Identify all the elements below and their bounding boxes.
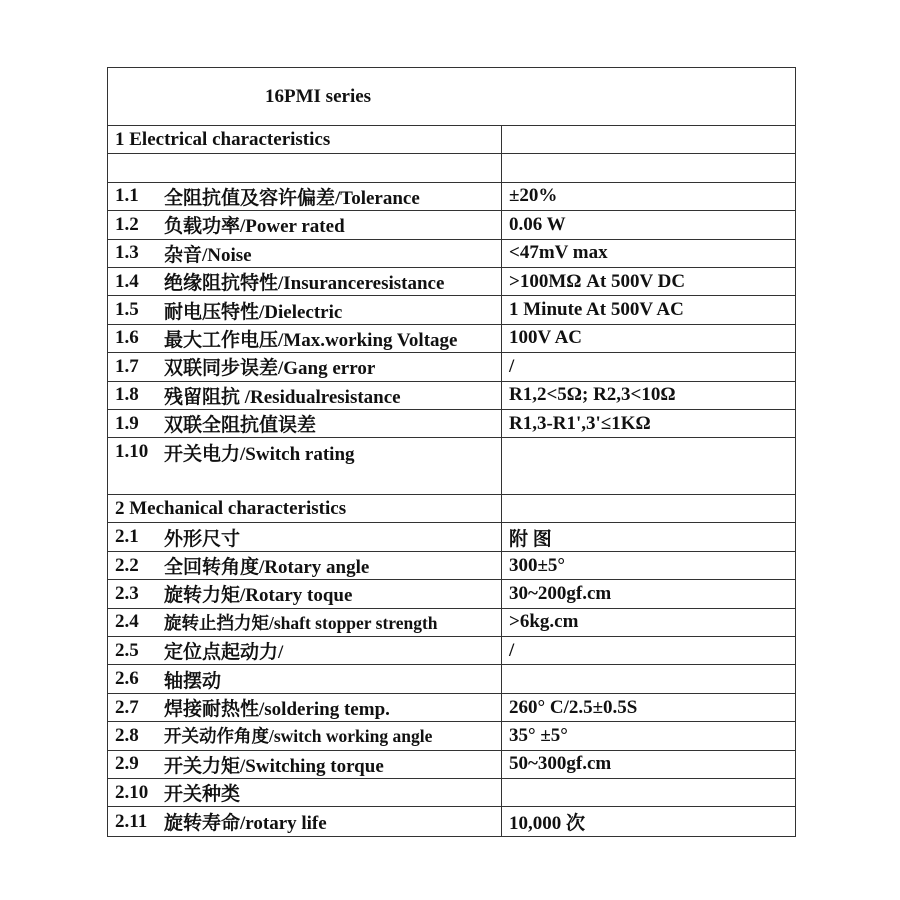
table-row [108,779,795,807]
table-row [108,353,795,381]
parameter-cell [108,751,502,778]
value-cell: / [509,639,515,661]
value-cell: 附 图 [509,528,552,550]
item-number: 2.9 [115,753,139,775]
table-row [108,296,795,324]
item-number: 1.10 [115,441,149,463]
parameter-label: 轴摆动 [164,670,222,692]
parameter-cell [108,410,502,437]
table-row [108,183,795,211]
table-row [108,552,795,580]
item-number: 2.2 [115,554,139,576]
table-row [108,751,795,779]
empty-cell [502,154,795,181]
value-cell: 50~300gf.cm [509,753,612,775]
table-title: 16PMI series [108,68,795,126]
parameter-label: 焊接耐热性/soldering temp. [164,699,390,720]
value-cell: R1,2<5Ω; R2,3<10Ω [509,384,676,406]
parameter-cell [108,807,502,835]
parameter-cell [108,552,502,579]
parameter-label: 全回转角度/Rotary angle [164,557,370,579]
parameter-cell [108,296,502,323]
parameter-cell [108,523,502,550]
parameter-cell [108,665,502,692]
table-row [108,694,795,722]
value-cell: 300±5° [509,554,566,576]
parameter-cell [108,580,502,607]
value-cell: / [509,355,515,377]
item-number: 2.11 [115,810,148,832]
value-cell: 100V AC [509,327,583,349]
value-cell: 35° ±5° [509,724,568,746]
table-row [108,523,795,551]
value-cell: 10,000 次 [509,813,586,835]
parameter-label: 开关动作角度/switch working angle [164,726,433,747]
table-row [108,211,795,239]
item-number: 2.1 [115,526,139,548]
item-number: 2.3 [115,582,139,604]
empty-cell [108,467,502,494]
section-heading-row [108,495,795,523]
parameter-label: 双联全阻抗值误差 [164,415,317,437]
section-heading-row [108,126,795,154]
item-number: 1.6 [115,327,139,349]
value-cell [502,438,795,466]
value-cell: 1 Minute At 500V AC [509,299,684,321]
table-row [108,438,795,466]
parameter-label: 外形尺寸 [164,528,241,550]
parameter-cell [108,694,502,721]
blank-row [108,467,795,495]
value-cell: ±20% [509,185,558,207]
parameter-label: 双联同步误差/Gang error [164,358,376,380]
value-cell: 30~200gf.cm [509,582,612,604]
section2-heading: 2 Mechanical characteristics [108,495,502,522]
value-cell: >100MΩ At 500V DC [509,270,686,292]
item-number: 2.10 [115,781,149,803]
table-row [108,722,795,750]
parameter-label: 负载功率/Power rated [164,216,345,238]
parameter-label: 全阻抗值及容许偏差/Tolerance [164,187,420,209]
parameter-label: 开关种类 [164,784,241,806]
item-number: 1.8 [115,384,139,406]
item-number: 1.5 [115,299,139,321]
parameter-cell [108,722,502,749]
parameter-label: 定位点起动力/ [164,642,284,664]
parameter-cell [108,183,502,210]
empty-cell [502,495,795,522]
parameter-label: 开关力矩/Switching torque [164,755,384,777]
parameter-label: 杂音/Noise [164,244,252,266]
value-cell: R1,3-R1',3'≤1KΩ [509,412,651,434]
table-row [108,240,795,268]
parameter-cell [108,240,502,267]
item-number: 2.6 [115,668,139,690]
value-cell: 260° C/2.5±0.5S [509,696,638,718]
blank-row [108,154,795,182]
item-number: 1.9 [115,412,139,434]
parameter-label: 旋转力矩/Rotary toque [164,585,353,607]
item-number: 1.7 [115,355,139,377]
parameter-cell [108,779,502,806]
parameter-label: 绝缘阻抗特性/Insuranceresistance [164,273,445,295]
parameter-label: 耐电压特性/Dielectric [164,301,343,323]
table-row [108,325,795,353]
section1-rows [108,183,795,467]
table-row [108,268,795,296]
table-row [108,580,795,608]
item-number: 2.5 [115,639,139,661]
parameter-label: 旋转寿命/rotary life [164,813,327,835]
parameter-cell [108,211,502,238]
parameter-label: 残留阻抗 /Residualresistance [164,386,401,408]
value-cell [502,779,795,806]
table-row [108,410,795,438]
parameter-label: 开关电力/Switch rating [164,443,355,465]
parameter-cell [108,609,502,636]
parameter-cell [108,268,502,295]
empty-cell [108,154,502,181]
value-cell [502,665,795,692]
value-cell: <47mV max [509,242,608,264]
item-number: 1.1 [115,185,139,207]
parameter-cell [108,353,502,380]
item-number: 1.2 [115,213,139,235]
parameter-label: 最大工作电压/Max.working Voltage [164,329,458,351]
item-number: 1.3 [115,242,139,264]
parameter-cell [108,637,502,664]
table-row [108,637,795,665]
empty-cell [502,126,795,153]
empty-cell [502,467,795,494]
table-row [108,609,795,637]
table-row [108,382,795,410]
value-cell: >6kg.cm [509,611,579,633]
table-row [108,807,795,835]
parameter-label: 旋转止挡力矩/shaft stopper strength [164,612,438,633]
parameter-cell [108,382,502,409]
value-cell: 0.06 W [509,213,566,235]
item-number: 2.8 [115,724,139,746]
parameter-cell [108,325,502,352]
item-number: 2.7 [115,696,139,718]
section1-heading: 1 Electrical characteristics [108,126,502,153]
table-row [108,665,795,693]
spec-table [107,67,796,837]
item-number: 1.4 [115,270,139,292]
item-number: 2.4 [115,611,139,633]
parameter-cell [108,438,502,466]
section2-rows [108,523,795,835]
